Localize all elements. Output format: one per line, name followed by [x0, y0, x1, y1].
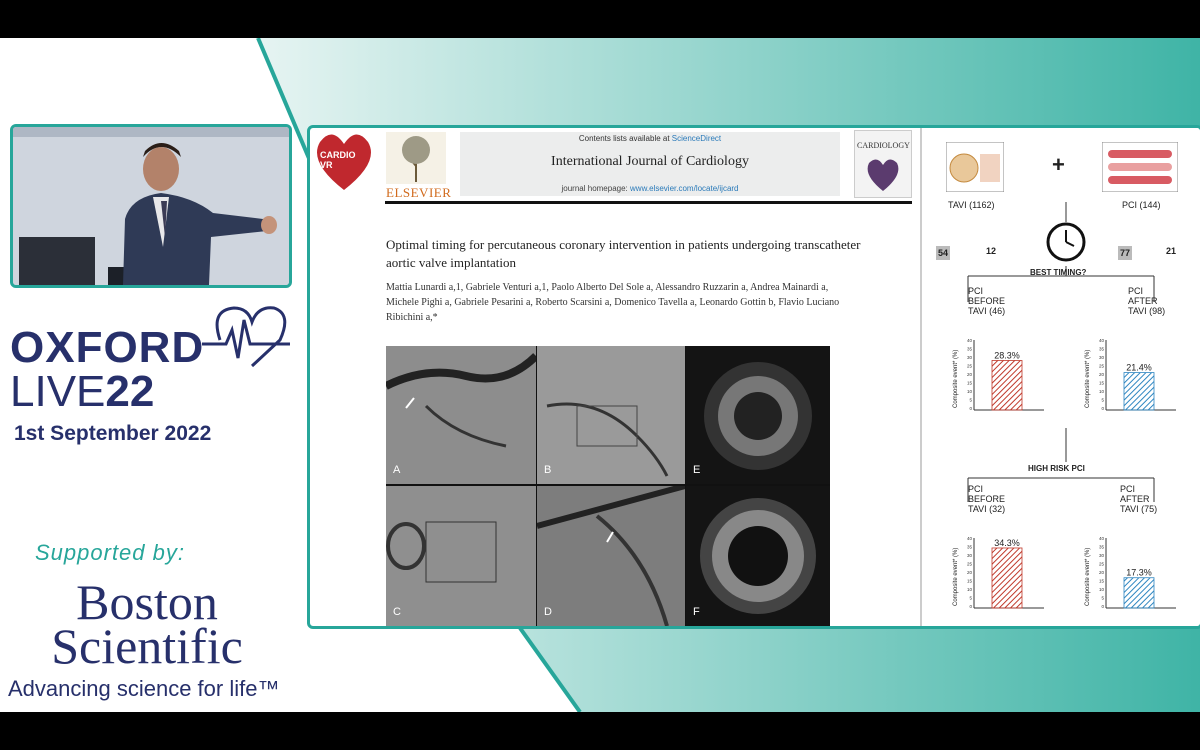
cardiovr-text: CARDIO VR — [320, 150, 356, 170]
y-tick-label: 5 — [969, 595, 972, 601]
cover-title: CARDIOLOGY — [857, 141, 910, 150]
figure-panel-a — [386, 346, 536, 484]
y-tick-label: 25 — [966, 561, 972, 567]
panel-label: D — [544, 606, 552, 618]
clock-icon — [1046, 222, 1086, 262]
plus-sign: + — [1052, 152, 1065, 177]
journal-cover — [854, 130, 912, 198]
article-title: Optimal timing for percutaneous coronary intervention in patients undergoing transcatheter aortic valve implantation — [386, 237, 861, 270]
heartbeat-icon — [200, 300, 292, 372]
event-live: LIVE — [10, 367, 106, 416]
figure-panel-e — [686, 346, 830, 484]
bar-value-label: 34.3% — [994, 537, 1020, 548]
outcome-bar — [992, 360, 1022, 410]
pci-after-tavi-2: PCI AFTER TAVI (75) — [1120, 484, 1158, 514]
bar-value-label: 28.3% — [994, 350, 1020, 361]
y-axis-label: Composite event* (%) — [953, 547, 959, 606]
journal-title: International Journal of Cardiology — [551, 154, 749, 169]
y-tick-label: 0 — [1101, 406, 1104, 411]
pci-before-tavi-1: PCI BEFORE TAVI (46) — [968, 286, 1006, 316]
study-infographic — [920, 128, 1200, 626]
y-tick-label: 20 — [966, 570, 972, 575]
count-left-2: 12 — [986, 246, 997, 256]
heart-illustration-icon — [863, 155, 903, 193]
count-right-1: 77 — [1120, 248, 1131, 258]
y-tick-label: 25 — [1098, 561, 1104, 567]
y-tick-label: 10 — [966, 587, 972, 592]
supported-by-label: Supported by: — [35, 540, 185, 565]
homepage-prefix: journal homepage: — [561, 184, 628, 193]
y-tick-label: 20 — [1098, 372, 1104, 377]
y-tick-label: 40 — [1098, 536, 1104, 541]
event-date: 1st September 2022 — [14, 422, 212, 445]
bar-value-label: 21.4% — [1126, 362, 1152, 373]
event-year: 22 — [105, 367, 155, 416]
y-tick-label: 25 — [1098, 363, 1104, 369]
tavi-count: TAVI (1162) — [948, 200, 995, 210]
y-tick-label: 10 — [1098, 389, 1104, 394]
sponsor-tagline: Advancing science for life™ — [8, 676, 280, 701]
y-tick-label: 40 — [966, 536, 972, 541]
publisher-name: ELSEVIER — [386, 185, 452, 200]
outcome-bar-chart — [1080, 534, 1180, 612]
event-logo — [10, 323, 205, 416]
y-tick-label: 15 — [966, 380, 972, 386]
angiography-figure — [386, 346, 830, 626]
y-tick-label: 30 — [1098, 553, 1104, 558]
count-left-1: 54 — [938, 248, 949, 258]
y-tick-label: 35 — [1098, 346, 1104, 352]
y-tick-label: 0 — [969, 604, 972, 609]
figure-panel-b — [537, 346, 685, 484]
outcome-bar — [1124, 578, 1154, 608]
y-tick-label: 15 — [1098, 578, 1104, 584]
y-tick-label: 40 — [966, 338, 972, 343]
contents-prefix: Contents lists available at — [578, 134, 670, 143]
panel-label: E — [693, 464, 701, 476]
y-tick-label: 5 — [969, 397, 972, 403]
y-tick-label: 15 — [966, 578, 972, 584]
panel-label: A — [393, 464, 401, 476]
journal-header — [310, 128, 910, 208]
tavi-valve-icon — [946, 142, 1004, 192]
pci-after-tavi-1: PCI AFTER TAVI (98) — [1128, 286, 1166, 316]
panel-label: F — [693, 606, 700, 618]
y-axis-label: Composite event* (%) — [953, 349, 959, 408]
speaker-video — [10, 124, 292, 288]
outcome-bar-chart — [948, 336, 1048, 414]
figure-panel-f — [686, 486, 830, 626]
y-axis-label: Composite event* (%) — [1085, 349, 1091, 408]
y-tick-label: 10 — [966, 389, 972, 394]
outcome-bar-chart — [1080, 336, 1180, 414]
conference-stage — [0, 38, 1200, 712]
high-risk-label: HIGH RISK PCI — [1028, 464, 1085, 473]
outcome-bar — [1124, 373, 1154, 410]
bar-value-label: 17.3% — [1126, 567, 1152, 578]
article-authors: Mattia Lunardi a,1, Gabriele Venturi a,1, Paolo Alberto Del Sole a, Alessandro Ruzzarin a, Andrea Mainardi a, Michele Pighi a, Gabriele Pesarini a, Roberto Scarsini a, Domenico Tavella a, Leonardo Gottin b, Flavio Luciano Ribichini a,* — [386, 282, 840, 323]
y-tick-label: 30 — [966, 355, 972, 360]
figure-panel-c — [386, 486, 536, 626]
panel-label: C — [393, 606, 401, 618]
y-tick-label: 15 — [1098, 380, 1104, 386]
outcome-bar-chart — [948, 534, 1048, 612]
outcome-bar — [992, 548, 1022, 608]
y-tick-label: 40 — [1098, 338, 1104, 343]
figure-panel-d — [537, 486, 685, 626]
count-right-2: 21 — [1166, 246, 1177, 256]
y-tick-label: 35 — [966, 346, 972, 352]
pci-before-tavi-2: PCI BEFORE TAVI (32) — [968, 484, 1006, 514]
y-tick-label: 5 — [1101, 595, 1104, 601]
y-tick-label: 0 — [1101, 604, 1104, 609]
sciencedirect-link[interactable]: ScienceDirect — [671, 134, 722, 143]
sponsor-logo — [22, 574, 272, 674]
y-tick-label: 30 — [1098, 355, 1104, 360]
y-tick-label: 10 — [1098, 587, 1104, 592]
event-name: OXFORD — [10, 323, 205, 372]
y-tick-label: 5 — [1101, 397, 1104, 403]
y-tick-label: 35 — [1098, 544, 1104, 550]
journal-masthead — [460, 132, 840, 196]
best-timing-label: BEST TIMING? — [1030, 268, 1087, 277]
y-axis-label: Composite event* (%) — [1085, 547, 1091, 606]
pci-stent-icon — [1102, 142, 1178, 192]
y-tick-label: 25 — [966, 363, 972, 369]
pci-count: PCI (144) — [1122, 200, 1161, 210]
y-tick-label: 0 — [969, 406, 972, 411]
y-tick-label: 20 — [966, 372, 972, 377]
y-tick-label: 20 — [1098, 570, 1104, 575]
presentation-slide — [307, 125, 1200, 629]
header-rule — [385, 201, 912, 204]
y-tick-label: 30 — [966, 553, 972, 558]
y-tick-label: 35 — [966, 544, 972, 550]
panel-label: B — [544, 464, 552, 476]
sponsor-name-line1: Boston — [76, 574, 218, 630]
homepage-link[interactable]: www.elsevier.com/locate/ijcard — [630, 184, 739, 193]
sponsor-name-line2: Scientific — [51, 618, 243, 674]
